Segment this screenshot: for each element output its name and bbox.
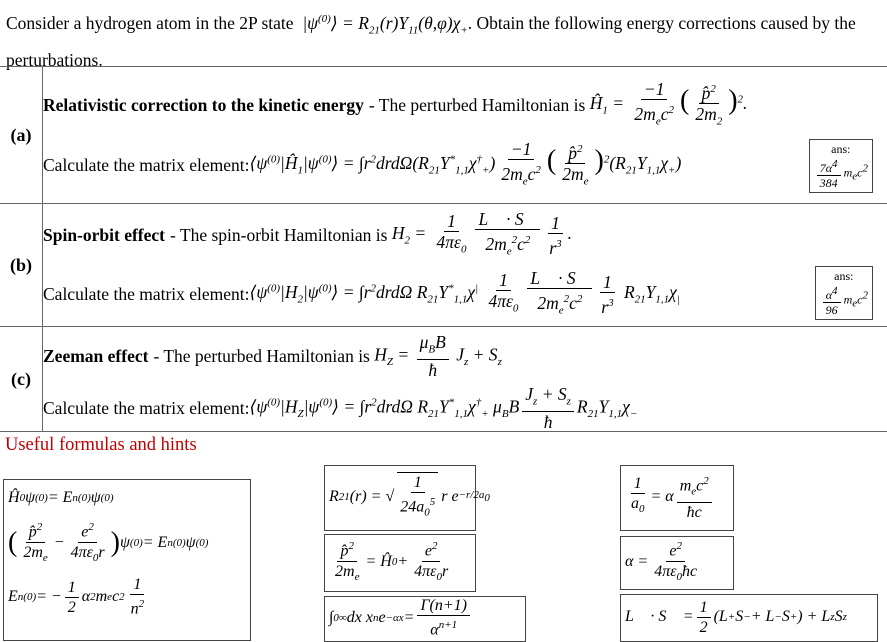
- hamiltonian-line: [43, 327, 887, 385]
- matrix-element-line: [43, 135, 887, 195]
- answer-value: $\frac{\alpha^4}{96}$ $m_ec^2$: [820, 284, 868, 317]
- hints-title: Useful formulas and hints: [5, 435, 197, 455]
- answer-label: ans:: [831, 142, 851, 156]
- problem-title: Relativistic correction to the kinetic energy: [43, 94, 364, 115]
- hint-eq-bohr: $\frac{1}{a_0}$ = α $\frac{m_ec^2}{ħc}$: [621, 466, 733, 528]
- problem-title: Zeeman effect: [43, 345, 149, 366]
- hint-eq-1: Ĥ 0 ψ (0) = E n (0) ψ (0): [8, 489, 114, 506]
- intro-suffix: . Obtain the following energy corrections caused by the perturbations.: [6, 12, 856, 71]
- problems-table: [0, 66, 887, 432]
- hint-eq-kinetic: $\frac{p̂^2}{2m_e}$ = Ĥ 0 + $\frac{e^2}{4\pi\varepsilon_0r}$: [325, 535, 475, 589]
- calc-label: Calculate the matrix element:: [43, 283, 250, 304]
- calc-label: Calculate the matrix element:: [43, 154, 250, 175]
- hint-box-ls: [620, 594, 878, 642]
- problem-label: (c): [0, 327, 43, 432]
- matrix-element-formula: $⟨\psi^{(0)}|H_Z|\psi^{(0)}⟩ = \int r^2drd\Omega$ $R_{21}Y^*_{1,1}\chi^\dagger_+$ $\mu_BB$ $\frac{J_z + S_z}{ħ}$ $R_{21}Y_{1,1}\chi_-$: [249, 383, 638, 433]
- problem-desc: - The perturbed Hamiltonian is: [153, 345, 370, 366]
- answer-box: [809, 139, 873, 193]
- hint-eq-radial: R 21 (r) = √ $\frac{1}{24a_0^5}$ r e $-r/2a_0$: [325, 466, 475, 528]
- problem-desc: - The spin-orbit Hamiltonian is: [170, 224, 388, 245]
- state-ket: $|\psi^{(0)}⟩ = R_{21}(r)Y_{11}(\theta,\varphi)\chi_+$: [297, 12, 468, 37]
- calc-label: Calculate the matrix element:: [43, 397, 250, 418]
- matrix-element-line: [43, 385, 887, 431]
- answer-box: [815, 266, 873, 320]
- problem-b: [0, 204, 887, 327]
- hint-box-energy: [3, 479, 251, 641]
- problem-label: (a): [0, 67, 43, 204]
- matrix-element-formula: $⟨\psi^{(0)}|Ĥ_1|\psi^{(0)}⟩ = \int r^2drd\Omega(R_{21}Y^*_{1,1}\chi^\dagger_+)$ $\frac{-1}{2m_ec^2}$ ( $\frac{p̂^2}{2m_e}$ )$^2(R_{21}Y_{1,1}\chi_+)$: [249, 138, 682, 188]
- hint-box-kinetic: [324, 534, 476, 592]
- hint-box-bohr: [620, 465, 734, 531]
- hint-eq-ls: L⃗ · S⃗ = $\frac{1}{2}$ (L + S − + L − S + ) + L z S z: [625, 598, 847, 636]
- hint-eq-3: E n (0) = − $\frac{1}{2}$ α 2 m e c 2 $\frac{1}{n^2}$: [8, 576, 145, 618]
- hamiltonian-line: [43, 206, 887, 264]
- hint-box-radial: [324, 465, 490, 531]
- problem-label: (b): [0, 204, 43, 327]
- answer-value: $\frac{7\alpha^4}{384}$ $m_ec^2$: [814, 157, 868, 190]
- hamiltonian-formula: $H_2$ = $\frac{1}{4\pi\varepsilon_0}$ $\frac{L⃗ \cdot S⃗}{2m_e^2c^2}$ $\frac{1}{r^3}$ .: [387, 208, 572, 258]
- problem-c: [0, 327, 887, 432]
- intro-text: [6, 4, 884, 75]
- answer-label: ans:: [834, 269, 854, 283]
- matrix-element-formula: $⟨\psi^{(0)}|H_2|\psi^{(0)}⟩ = \int r^2drd\Omega$ $R_{21}Y^*_{1,1}\chi^|$ $\frac{1}{4\pi\varepsilon_0}$ $\frac{L⃗ \cdot S⃗}{2m_e^2c^2}$ $\frac{1}{r^3}$ $R_{21}Y_{1,1}\chi_|$: [249, 267, 680, 317]
- problem-a: [0, 67, 887, 204]
- hint-eq-alpha: α = $\frac{e^2}{4\pi\varepsilon_0ħc}$: [621, 537, 733, 587]
- hint-box-alpha: [620, 536, 734, 590]
- hint-eq-2: ( $\frac{p̂^2}{2m_e}$ − $\frac{e^2}{4\pi\varepsilon_0r}$ ) ψ (0) = E n (0) ψ (0): [4, 516, 250, 570]
- problem-body: [43, 327, 887, 432]
- problem-title: Spin-orbit effect: [43, 224, 165, 245]
- hamiltonian-formula: $Ĥ_1$ = $\frac{-1}{2m_ec^2}$ ( $\frac{p̂^2}{2m_2}$ )$^2$.: [585, 78, 748, 128]
- hint-eq-integral: ∫ 0 ∞ dx x n e −αx = $\frac{\Gamma(n+1)}{\alpha^{n+1}}$: [325, 597, 525, 639]
- hint-box-integral: [324, 596, 526, 642]
- hamiltonian-line: [43, 75, 887, 135]
- matrix-element-line: [43, 264, 887, 324]
- intro-prefix: Consider a hydrogen atom in the 2P state: [6, 12, 294, 33]
- problem-desc: - The perturbed Hamiltonian is: [368, 94, 586, 115]
- hamiltonian-formula: $H_Z$ = $\frac{\mu_BB}{ħ}$ $J_z + S_z$: [369, 331, 502, 381]
- problem-body: [43, 204, 887, 327]
- problem-body: [43, 67, 887, 204]
